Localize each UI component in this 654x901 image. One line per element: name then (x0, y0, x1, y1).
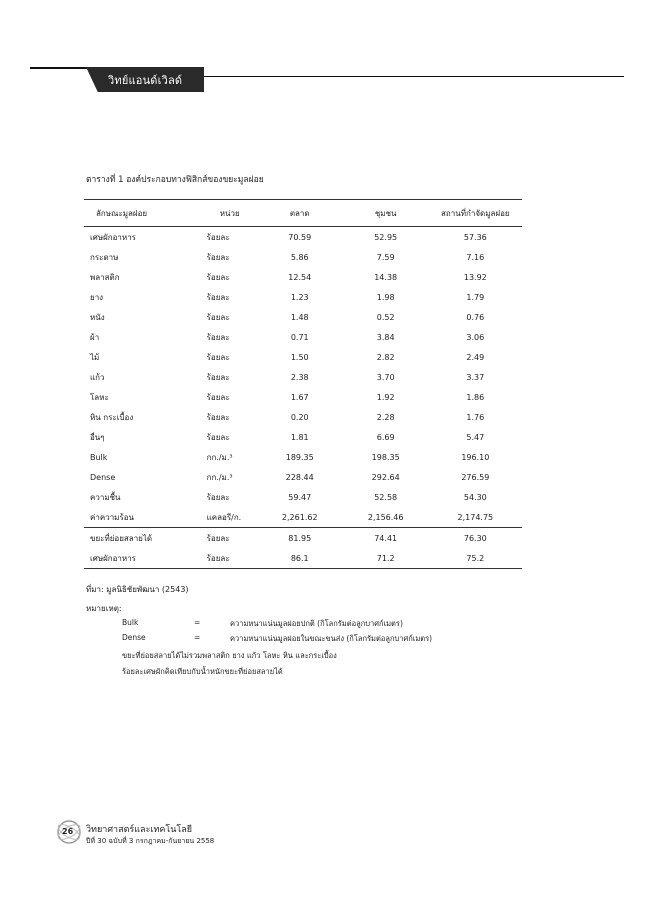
note-description: ความหนาแน่นมูลฝอยในขณะขนส่ง (กิโลกรัมต่อลูกบาศก์เมตร) (230, 634, 433, 643)
unit-cell: ร้อยละ (206, 392, 230, 402)
value-cell: 0.20 (290, 412, 309, 422)
unit-cell: ร้อยละ (206, 412, 230, 422)
table-row (84, 367, 522, 387)
header-rule-thin (200, 76, 624, 77)
table-row (84, 287, 522, 307)
value-cell: 74.41 (343, 528, 429, 549)
value-cell: 1.76 (466, 412, 485, 422)
table-row (84, 347, 522, 367)
value-cell: 196.10 (461, 452, 490, 462)
row-label: หนัง (90, 312, 105, 322)
row-label: โลหะ (90, 392, 109, 402)
col-header: สถานที่กำจัดมูลฝอย (429, 200, 522, 227)
value-cell: 228.44 (285, 472, 314, 482)
table-row (84, 467, 522, 487)
value-cell: 57.36 (463, 232, 487, 242)
value-cell: 0.76 (466, 312, 485, 322)
value-cell: 1.23 (290, 292, 309, 302)
row-label: ค่าความร้อน (90, 512, 135, 522)
row-label: ไม้ (90, 352, 100, 362)
value-cell: 2,174.75 (457, 512, 494, 522)
table-row (84, 447, 522, 467)
unit-cell: ร้อยละ (206, 492, 230, 502)
value-cell: 1.48 (290, 312, 309, 322)
value-cell: 3.84 (376, 332, 395, 342)
value-cell: 59.47 (288, 492, 312, 502)
unit-cell: ร้อยละ (206, 352, 230, 362)
table-row (84, 528, 522, 549)
value-cell: 1.79 (466, 292, 485, 302)
journal-issue: ปีที่ 30 ฉบับที่ 3 กรกฎาคม-กันยายน 2558 (86, 837, 215, 845)
table-caption: ตารางที่ 1 องค์ประกอบทางฟิสิกส์ของขยะมูลฝอย (86, 175, 264, 185)
composition-table (84, 199, 522, 569)
unit-cell: ร้อยละ (206, 252, 230, 262)
note-term: Bulk (122, 618, 139, 627)
value-cell: 81.95 (257, 528, 343, 549)
value-cell: 52.58 (374, 492, 398, 502)
row-label: ขยะที่ย่อยสลายได้ (84, 528, 203, 549)
note-equals: = (194, 633, 201, 642)
value-cell: 292.64 (371, 472, 400, 482)
row-label: อื่นๆ (90, 432, 105, 442)
table-row (84, 247, 522, 267)
row-label: ยาง (90, 292, 104, 302)
note-line: ร้อยละเศษผักคิดเทียบกับน้ำหนักขยะที่ย่อยสลายได้ (122, 667, 283, 676)
unit-cell: ร้อยละ (206, 292, 230, 302)
note-term: Dense (122, 633, 146, 642)
value-cell: 3.37 (466, 372, 485, 382)
unit-cell: กก./ม.³ (206, 452, 233, 462)
table-row (84, 507, 522, 528)
row-label: Bulk (90, 452, 108, 462)
value-cell: 76.30 (429, 528, 522, 549)
journal-name: วิทยาศาสตร์และเทคโนโลยี (86, 825, 193, 835)
row-label: แก้ว (90, 372, 105, 382)
table-row (84, 307, 522, 327)
unit-cell: ร้อยละ (206, 432, 230, 442)
unit-cell: ร้อยละ (206, 372, 230, 382)
table-row (84, 427, 522, 447)
row-label: เศษผักอาหาร (90, 232, 136, 242)
row-label: หิน กระเบื้อง (90, 412, 134, 422)
unit-cell: กก./ม.³ (206, 472, 233, 482)
value-cell: 5.86 (290, 252, 309, 262)
unit-cell: ร้อยละ (203, 548, 257, 569)
table-body (84, 227, 522, 569)
row-label: ผ้า (90, 332, 100, 342)
unit-cell: ร้อยละ (203, 528, 257, 549)
value-cell: 198.35 (371, 452, 400, 462)
value-cell: 5.47 (466, 432, 485, 442)
table-row (84, 267, 522, 287)
unit-cell: แคลอรี/ก. (206, 512, 242, 522)
row-label: ความชื้น (90, 492, 121, 502)
value-cell: 86.1 (257, 548, 343, 569)
value-cell: 7.59 (376, 252, 395, 262)
value-cell: 7.16 (466, 252, 485, 262)
value-cell: 2,156.46 (367, 512, 404, 522)
unit-cell: ร้อยละ (206, 232, 230, 242)
value-cell: 13.92 (463, 272, 487, 282)
table-row (84, 548, 522, 569)
row-label: Dense (90, 472, 116, 482)
table-row (84, 487, 522, 507)
value-cell: 1.86 (466, 392, 485, 402)
value-cell: 52.95 (374, 232, 398, 242)
page-number: 26 (62, 827, 74, 836)
row-label: พลาสติก (90, 272, 120, 282)
source-note: ที่มา: มูลนิธิชัยพัฒนา (2543) (86, 585, 189, 594)
value-cell: 75.2 (429, 548, 522, 569)
value-cell: 1.81 (290, 432, 309, 442)
unit-cell: ร้อยละ (206, 332, 230, 342)
note-line: ขยะที่ย่อยสลายได้ไม่รวมพลาสติก ยาง แก้ว โลหะ หิน และกระเบื้อง (122, 651, 337, 660)
row-label: เศษผักอาหาร (84, 548, 203, 569)
value-cell: 189.35 (285, 452, 314, 462)
unit-cell: ร้อยละ (206, 272, 230, 282)
value-cell: 2.49 (466, 352, 485, 362)
notes-title: หมายเหตุ: (86, 604, 122, 613)
table-header-row (84, 200, 522, 227)
table-row (84, 227, 522, 248)
table-row (84, 407, 522, 427)
value-cell: 2.82 (376, 352, 395, 362)
value-cell: 1.98 (376, 292, 395, 302)
value-cell: 12.54 (288, 272, 312, 282)
col-header: ลักษณะมูลฝอย (84, 200, 203, 227)
table-row (84, 387, 522, 407)
note-description: ความหนาแน่นมูลฝอยปกติ (กิโลกรัมต่อลูกบาศก์เมตร) (230, 619, 403, 628)
section-title: วิทย์แอนด์เวิลด์ (108, 74, 183, 87)
col-header: หน่วย (203, 200, 257, 227)
col-header: ชุมชน (343, 200, 429, 227)
row-label: กระดาษ (90, 252, 119, 262)
col-header: ตลาด (257, 200, 343, 227)
value-cell: 0.52 (376, 312, 395, 322)
value-cell: 3.70 (376, 372, 395, 382)
value-cell: 2.28 (376, 412, 395, 422)
value-cell: 0.71 (290, 332, 309, 342)
value-cell: 2,261.62 (281, 512, 318, 522)
value-cell: 14.38 (374, 272, 398, 282)
value-cell: 1.50 (290, 352, 309, 362)
unit-cell: ร้อยละ (206, 312, 230, 322)
value-cell: 6.69 (376, 432, 395, 442)
value-cell: 3.06 (466, 332, 485, 342)
value-cell: 276.59 (461, 472, 490, 482)
note-equals: = (194, 618, 201, 627)
value-cell: 2.38 (290, 372, 309, 382)
table-row (84, 327, 522, 347)
value-cell: 71.2 (343, 548, 429, 569)
value-cell: 54.30 (463, 492, 487, 502)
value-cell: 1.92 (376, 392, 395, 402)
value-cell: 70.59 (288, 232, 312, 242)
value-cell: 1.67 (290, 392, 309, 402)
